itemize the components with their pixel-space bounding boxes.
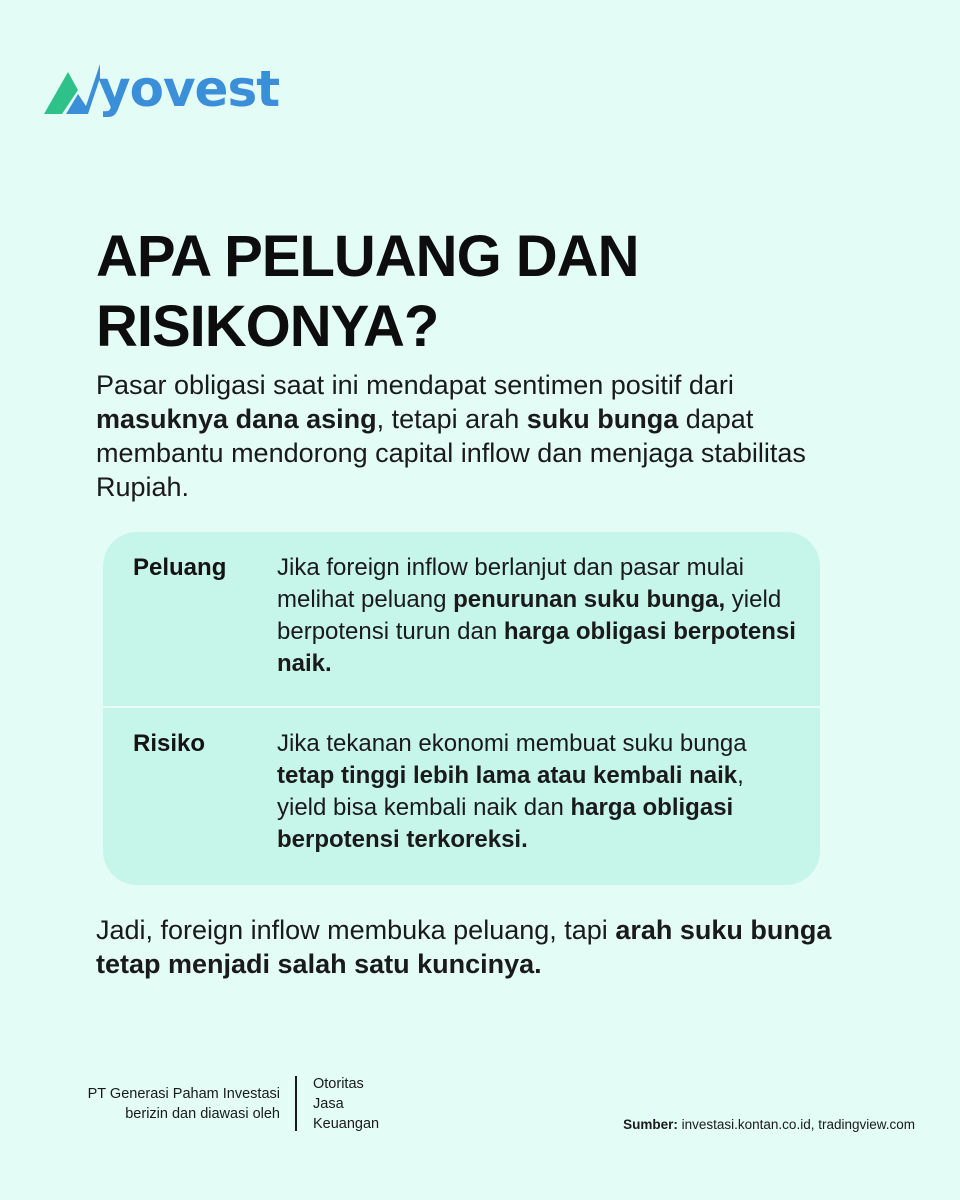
peluang-row <box>103 532 820 706</box>
logo-chart-icon <box>44 64 100 114</box>
title-line-1: APA PELUANG DAN <box>96 224 639 289</box>
peluang-text-2: yield berpotensi turun dan <box>277 586 782 645</box>
intro-paragraph <box>96 368 856 504</box>
ojk-logo-text <box>313 1074 379 1134</box>
intro-text-1: Pasar obligasi saat ini mendapat sentimen positif dari <box>96 370 734 400</box>
risiko-bold-2: harga obligasi berpotensi terkoreksi. <box>277 794 734 853</box>
supervision-note: berizin dan diawasi oleh <box>125 1106 280 1122</box>
brand-logo <box>44 60 280 118</box>
intro-text-2: , tetapi arah <box>376 404 527 434</box>
peluang-bold-1: penurunan suku bunga, <box>453 586 726 613</box>
conclusion-bold: arah suku bunga tetap menjadi salah satu kuncinya. <box>96 915 832 979</box>
title-line-2: RISIKONYA? <box>96 294 439 359</box>
source-label: Sumber: <box>623 1117 678 1132</box>
company-name: PT Generasi Paham Investasi <box>87 1086 280 1102</box>
risiko-text-2: , yield bisa kembali naik dan <box>277 762 744 821</box>
risiko-label: Risiko <box>133 730 206 757</box>
conclusion-text: Jadi, foreign inflow membuka peluang, tapi <box>96 915 616 945</box>
intro-bold-2: suku bunga <box>526 404 679 434</box>
risiko-row <box>103 708 820 885</box>
peluang-bold-2: harga obligasi berpotensi naik. <box>277 618 796 677</box>
footer-separator <box>295 1076 297 1131</box>
peluang-label: Peluang <box>133 554 227 581</box>
risiko-text <box>277 728 797 856</box>
brand-name: yovest <box>98 60 280 118</box>
page-title <box>96 222 856 362</box>
ojk-line-1: Otoritas <box>313 1076 364 1092</box>
risiko-bold-1: tetap tinggi lebih lama atau kembali naik <box>277 762 738 789</box>
risiko-text-1: Jika tekanan ekonomi membuat suku bunga <box>277 730 747 757</box>
conclusion-paragraph <box>96 913 856 981</box>
source-text: investasi.kontan.co.id, tradingview.com <box>677 1117 915 1132</box>
source-credit <box>623 1116 915 1134</box>
peluang-text-1: Jika foreign inflow berlanjut dan pasar mulai melihat peluang <box>277 554 744 613</box>
company-disclosure <box>44 1084 280 1124</box>
ojk-line-2: Jasa <box>313 1096 344 1112</box>
intro-bold-1: masuknya dana asing <box>96 404 377 434</box>
peluang-text <box>277 552 797 680</box>
intro-text-3: dapat membantu mendorong capital inflow dan menjaga stabilitas Rupiah. <box>96 404 806 502</box>
ojk-line-3: Keuangan <box>313 1116 380 1132</box>
opportunity-risk-card <box>103 532 820 885</box>
